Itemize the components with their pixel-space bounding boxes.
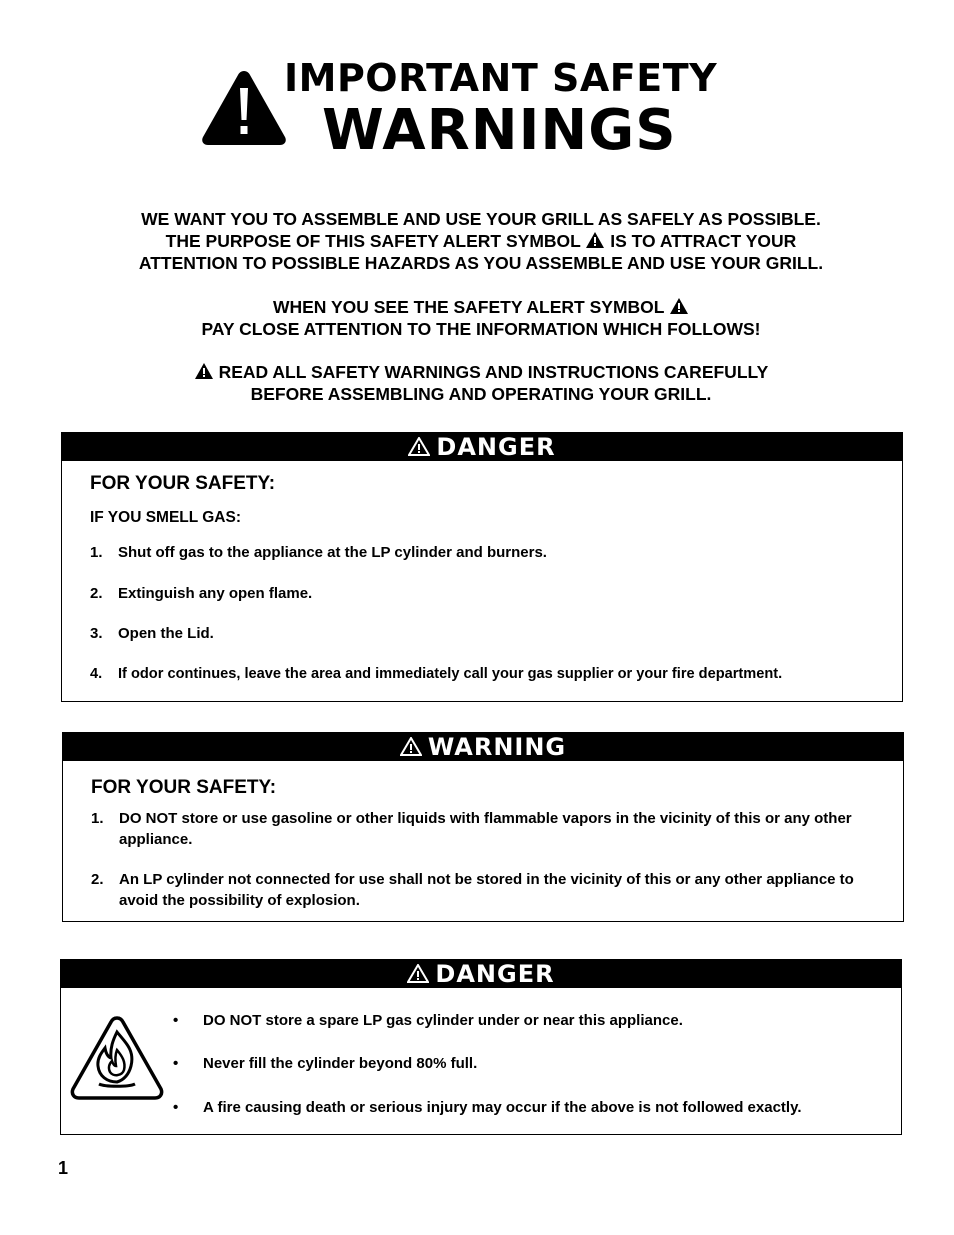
intro-paragraph-2	[60, 296, 902, 340]
bullet-dot: •	[173, 1099, 179, 1116]
item-text: Open the Lid.	[118, 625, 214, 642]
banner-label: DANGER	[435, 960, 555, 988]
intro-text: THE PURPOSE OF THIS SAFETY ALERT SYMBOL	[165, 231, 581, 251]
safety-alert-icon	[194, 362, 214, 380]
bullet-text: Never fill the cylinder beyond 80% full.	[203, 1055, 478, 1072]
intro-line: ATTENTION TO POSSIBLE HAZARDS AS YOU ASSEMBLE AND USE YOUR GRILL.	[138, 253, 824, 273]
for-your-safety-heading: FOR YOUR SAFETY:	[91, 777, 277, 798]
if-you-smell-gas-heading: IF YOU SMELL GAS:	[90, 509, 241, 526]
flame-warning-icon	[69, 1014, 165, 1102]
danger-banner	[61, 960, 901, 988]
list-item	[90, 583, 312, 604]
intro-line: PAY CLOSE ATTENTION TO THE INFORMATION WHICH FOLLOWS!	[201, 319, 761, 339]
bullet-dot: •	[173, 1055, 179, 1072]
danger-banner	[62, 433, 902, 461]
intro-text: WHEN YOU SEE THE SAFETY ALERT SYMBOL	[272, 297, 665, 317]
for-your-safety-heading: FOR YOUR SAFETY:	[90, 473, 276, 494]
warning-box-flammables	[62, 732, 904, 922]
list-item	[90, 664, 782, 685]
danger-box-gas	[61, 432, 903, 702]
intro-line: WE WANT YOU TO ASSEMBLE AND USE YOUR GRILL AS SAFELY AS POSSIBLE.	[141, 209, 821, 229]
intro-line: BEFORE ASSEMBLING AND OPERATING YOUR GRILL.	[250, 384, 712, 404]
intro-line	[60, 296, 902, 318]
intro-text: IS TO ATTRACT YOUR	[610, 231, 797, 251]
banner-label: WARNING	[427, 733, 567, 761]
warning-triangle-icon	[408, 437, 430, 456]
intro-text: READ ALL SAFETY WARNINGS AND INSTRUCTIONS CAREFULLY	[218, 362, 769, 382]
intro-paragraph-1	[60, 208, 902, 274]
intro-line	[60, 230, 902, 252]
warning-triangle-icon	[407, 964, 429, 983]
list-item	[90, 542, 547, 563]
list-item	[91, 869, 859, 911]
list-item	[173, 1055, 477, 1072]
bullet-dot: •	[173, 1012, 179, 1029]
danger-box-cylinder	[60, 959, 902, 1135]
list-item	[91, 808, 859, 850]
safety-alert-icon	[669, 297, 689, 315]
warning-banner	[63, 733, 903, 761]
list-item	[173, 1012, 683, 1029]
item-number: 3.	[90, 625, 103, 642]
item-text: Shut off gas to the appliance at the LP cylinder and burners.	[118, 544, 547, 561]
item-text: Extinguish any open flame.	[118, 585, 313, 602]
bullet-text: A fire causing death or serious injury may occur if the above is not followed exactly.	[203, 1099, 802, 1116]
title-line-2: WARNINGS	[322, 98, 677, 163]
warning-triangle-icon	[200, 68, 288, 148]
intro-line	[60, 361, 902, 383]
item-text: DO NOT store or use gasoline or other liquids with flammable vapors in the vicinity of this or any other appliance.	[119, 810, 852, 848]
item-text: If odor continues, leave the area and immediately call your gas supplier or your fire department.	[118, 666, 783, 682]
intro-paragraph-3	[60, 361, 902, 405]
banner-label: DANGER	[436, 433, 556, 461]
item-number: 1.	[90, 544, 103, 561]
list-item	[173, 1099, 801, 1116]
item-text: An LP cylinder not connected for use shall not be stored in the vicinity of this or any other appliance to avoid the possibility of explosion.	[119, 871, 854, 909]
bullet-text: DO NOT store a spare LP gas cylinder under or near this appliance.	[203, 1012, 683, 1029]
safety-alert-icon	[585, 231, 605, 249]
item-number: 2.	[90, 585, 103, 602]
list-item	[90, 623, 214, 644]
item-number: 2.	[91, 871, 104, 888]
warning-triangle-icon	[400, 737, 422, 756]
item-number: 4.	[90, 666, 103, 682]
item-number: 1.	[91, 810, 104, 827]
page-number: 1	[58, 1158, 69, 1178]
title-line-1: IMPORTANT SAFETY	[284, 56, 718, 100]
